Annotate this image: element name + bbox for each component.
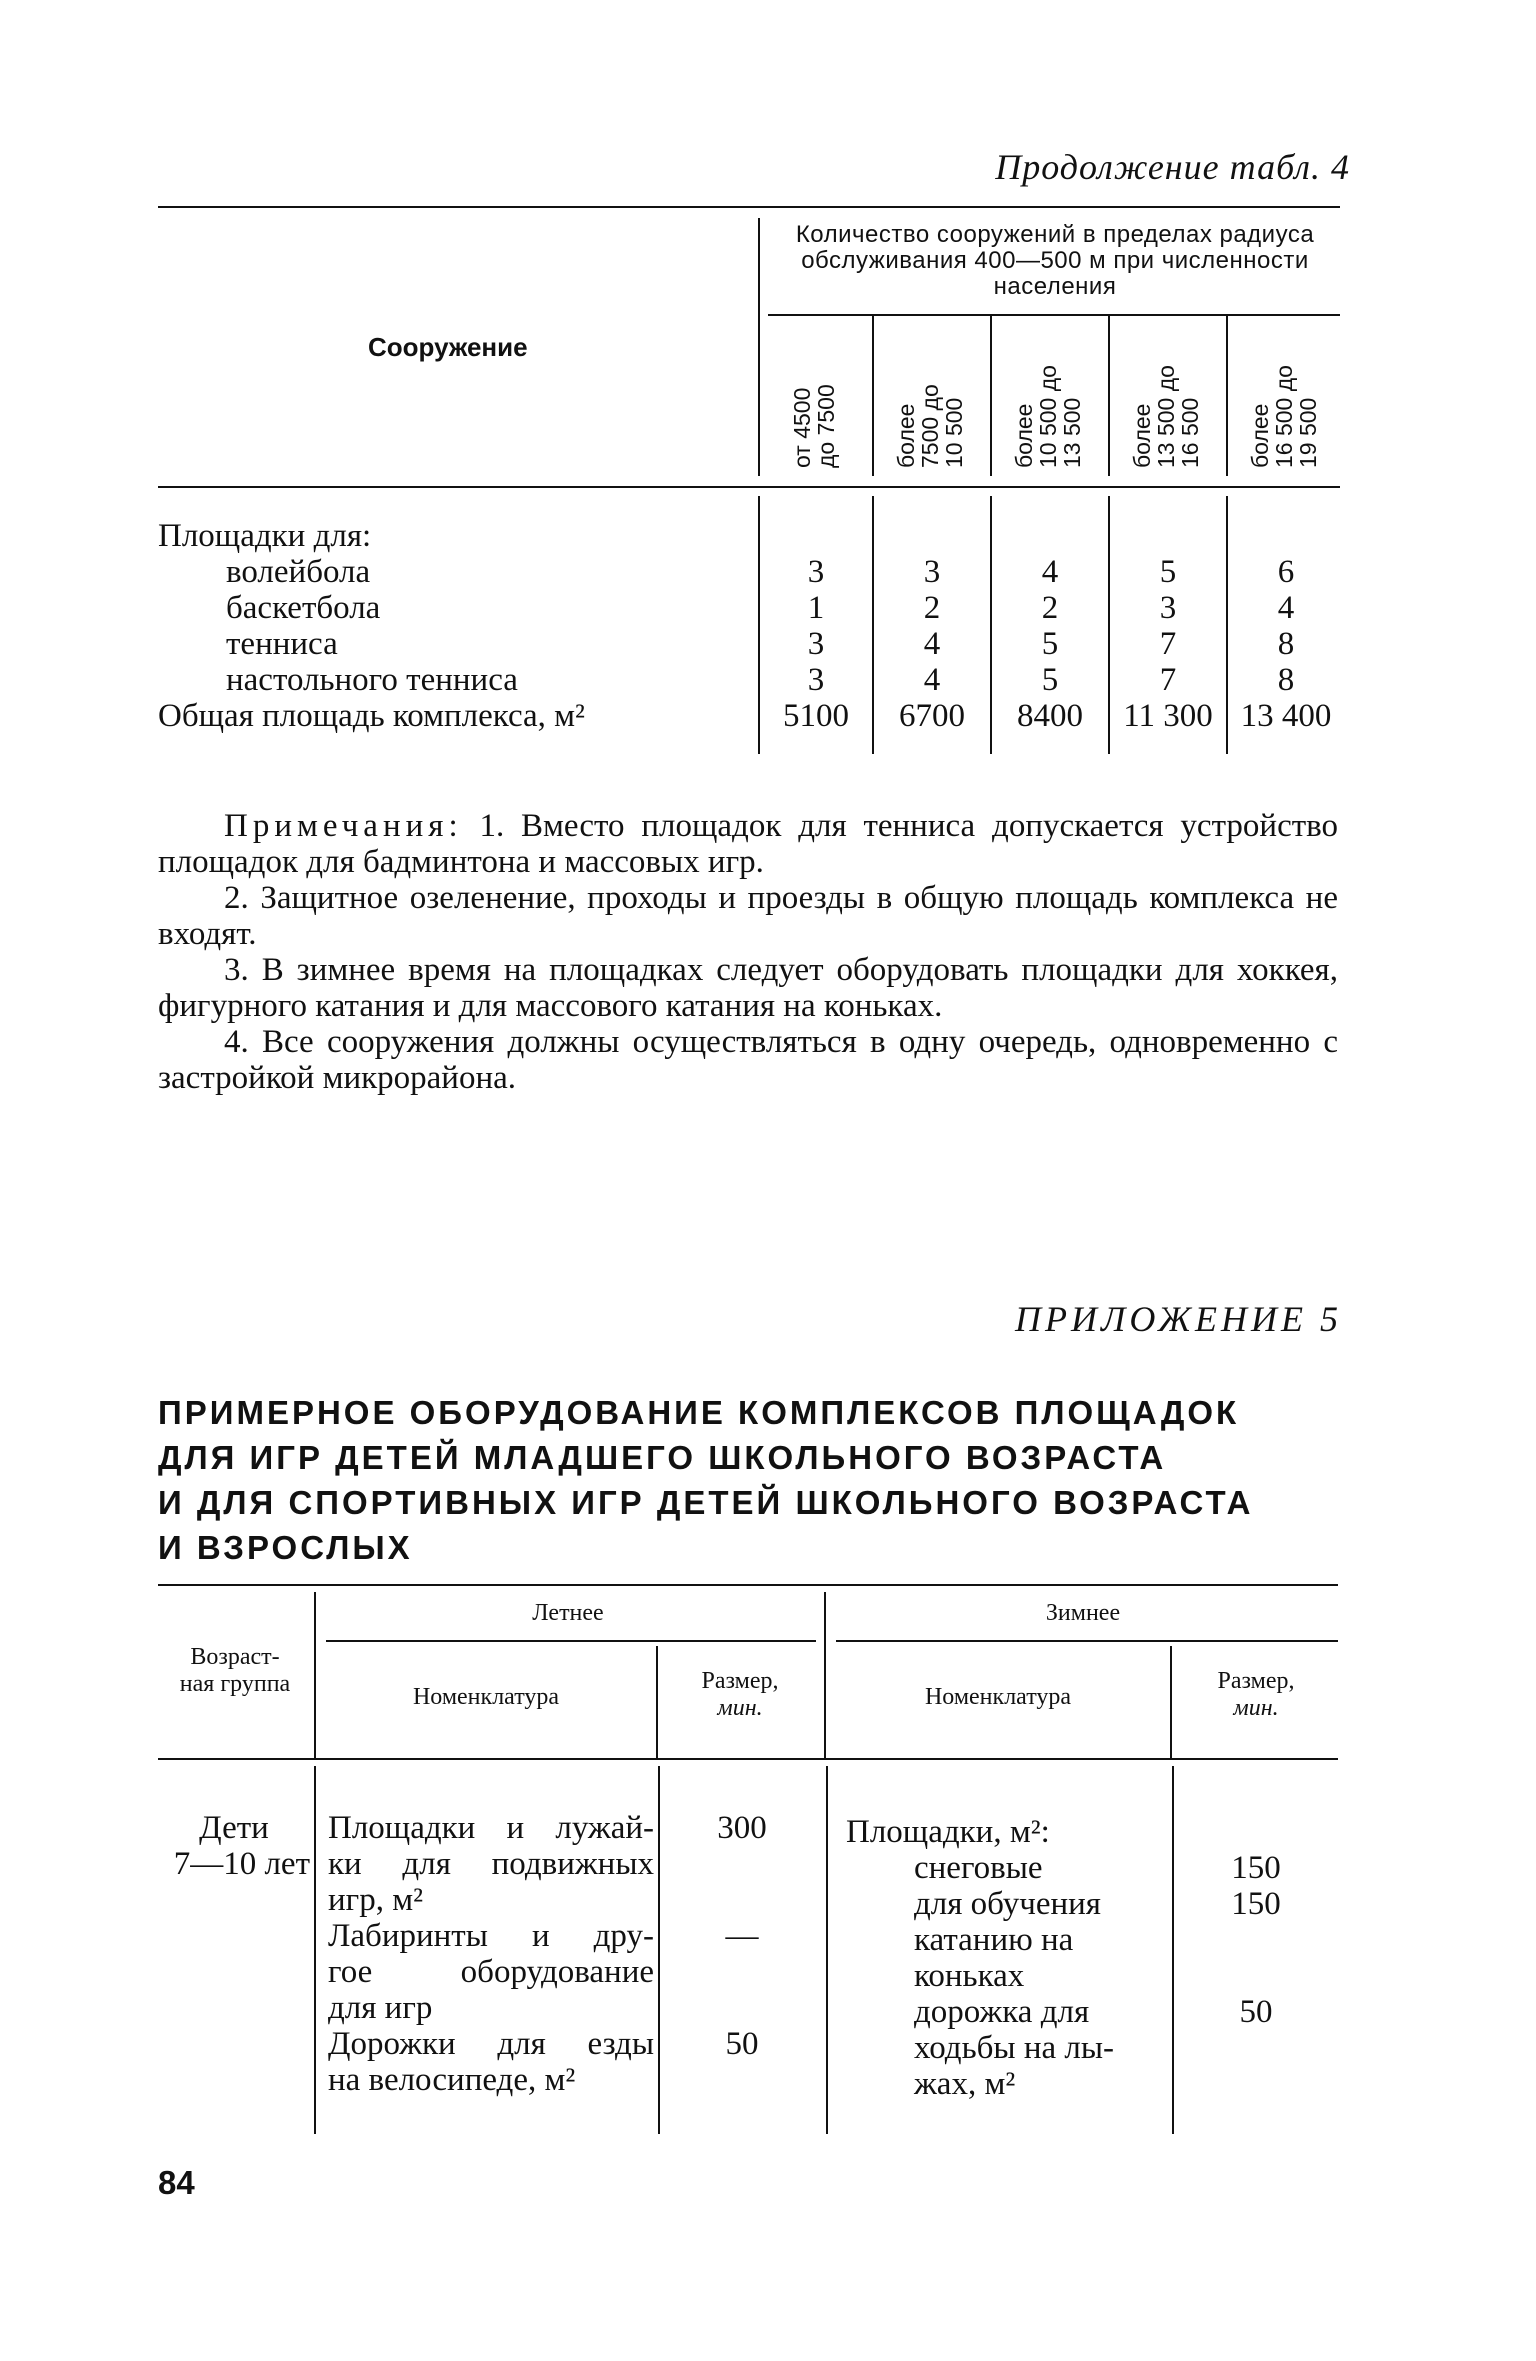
column-divider: [656, 1646, 658, 1758]
summer-size: 50: [725, 2026, 759, 2062]
cell-line: ки для подвижных: [328, 1846, 654, 1882]
table-4: [158, 206, 1340, 754]
header-line: от 4500: [789, 387, 815, 468]
note-3: 3. В зимнее время на площадках следует оборудовать площадки для хоккея, фигурного катания и для массового катания на коньках.: [158, 952, 1338, 1024]
table-cell: 8400: [1017, 698, 1083, 734]
cell-line: Площадки и лужай-: [328, 1810, 654, 1846]
column-divider: [314, 1766, 316, 2134]
winter-item: [914, 1886, 1168, 1994]
table-cell: 8: [1277, 626, 1295, 662]
table-cell: 1: [807, 590, 825, 626]
summer-nomenclature-header: Номенклатура: [412, 1684, 560, 1710]
table-cell: 13 400: [1240, 698, 1332, 734]
header-line: более: [1011, 403, 1037, 468]
population-column-header: [1012, 365, 1084, 468]
header-line: более: [893, 403, 919, 468]
winter-group-label: Площадки, м²:: [846, 1814, 1050, 1850]
row-label: Общая площадь комплекса, м²: [158, 698, 585, 734]
winter-size-header: [1174, 1668, 1338, 1722]
summer-item: [328, 1810, 654, 1918]
notes-label: Примечания:: [224, 808, 463, 844]
column-divider: [758, 218, 760, 476]
header-line: 19 500: [1295, 397, 1321, 468]
summer-item: [328, 2026, 654, 2098]
column-divider: [658, 1766, 660, 2134]
column-divider: [872, 314, 874, 476]
cell-line: коньках: [914, 1958, 1025, 1994]
table-cell: 5: [1041, 626, 1059, 662]
group-label: Площадки для:: [158, 518, 372, 554]
header-line: мин.: [1233, 1695, 1279, 1721]
table-cell: 7: [1159, 662, 1177, 698]
population-column-header: [894, 384, 966, 468]
population-column-header: [1130, 365, 1202, 468]
table-cell: 8: [1277, 662, 1295, 698]
title-line: ПРИМЕРНОЕ ОБОРУДОВАНИЕ КОМПЛЕКСОВ ПЛОЩАДОК: [158, 1394, 1240, 1431]
summer-size: 300: [717, 1810, 767, 1846]
population-column-header: [790, 384, 838, 468]
title-line: И ДЛЯ СПОРТИВНЫХ ИГР ДЕТЕЙ ШКОЛЬНОГО ВОЗРАСТА: [158, 1484, 1254, 1521]
age-group-header: [158, 1644, 312, 1698]
header-line: 16 500 до: [1271, 365, 1297, 468]
cell-line: 7—10 лет: [173, 1846, 310, 1882]
table-cell: 5100: [783, 698, 849, 734]
row-label: волейбола: [226, 554, 371, 590]
cell-line: игр, м²: [328, 1882, 423, 1918]
winter-nomenclature-header: Номенклатура: [924, 1684, 1072, 1710]
cell-line: катанию на: [914, 1922, 1074, 1958]
winter-size: 50: [1239, 1994, 1273, 2030]
table-top-rule: [158, 1584, 1338, 1586]
row-label: баскетбола: [226, 590, 381, 626]
table-cell: 3: [807, 554, 825, 590]
note-4: 4. Все сооружения должны осуществляться в одну очередь, одновременно с застройкой микрорайона.: [158, 1024, 1338, 1096]
header-line: Размер,: [701, 1668, 779, 1694]
cell-line: жах, м²: [914, 2066, 1016, 2102]
note-1: [158, 808, 1338, 880]
header-line: 7500 до: [917, 384, 943, 468]
column-divider: [990, 496, 992, 754]
table-cell: 3: [807, 626, 825, 662]
header-line: Размер,: [1217, 1668, 1295, 1694]
cell-line: Дети: [199, 1810, 269, 1846]
table-cell: 5: [1159, 554, 1177, 590]
header-line: 10 500: [941, 397, 967, 468]
header-line: более: [1247, 403, 1273, 468]
header-line: мин.: [717, 1695, 763, 1721]
row-label: настольного тенниса: [226, 662, 518, 698]
header-line: 13 500: [1059, 397, 1085, 468]
table-cell: 6: [1277, 554, 1295, 590]
column-divider: [758, 496, 760, 754]
cell-line: дорожка для: [914, 1994, 1090, 2030]
column-divider: [872, 496, 874, 754]
column-divider: [990, 314, 992, 476]
header-line: ная группа: [179, 1671, 291, 1697]
column-divider: [1172, 1766, 1174, 2134]
table-cell: 3: [1159, 590, 1177, 626]
header-line: 10 500 до: [1035, 365, 1061, 468]
table-top-rule: [158, 206, 1340, 208]
header-bottom-rule: [158, 486, 1340, 488]
winter-size: 150: [1231, 1850, 1281, 1886]
table-cell: 4: [1277, 590, 1295, 626]
table-cell: 2: [923, 590, 941, 626]
age-group-cell: [158, 1810, 310, 1882]
row-label: тенниса: [226, 626, 338, 662]
cell-line: на велосипеде, м²: [328, 2062, 576, 2098]
header-sub-rule: [768, 314, 1340, 316]
header-line: 16 500: [1177, 397, 1203, 468]
table-cell: 11 300: [1123, 698, 1213, 734]
summer-size-header: [660, 1668, 820, 1722]
header-line: до 7500: [813, 384, 839, 468]
table-continuation-title: Продолжение табл. 4: [995, 147, 1350, 187]
table-cell: 4: [923, 626, 941, 662]
table-cell: 6700: [899, 698, 965, 734]
header-line: более: [1129, 403, 1155, 468]
column-divider: [1170, 1646, 1172, 1758]
table-cell: 3: [923, 554, 941, 590]
header-sub-rule: [326, 1640, 816, 1642]
table-cell: 2: [1041, 590, 1059, 626]
cell-line: для обучения: [914, 1886, 1101, 1922]
header-bottom-rule: [158, 1758, 1338, 1760]
table-5: [158, 1584, 1338, 2144]
table-cell: 4: [923, 662, 941, 698]
header-line: 13 500 до: [1153, 365, 1179, 468]
column-divider: [826, 1766, 828, 2134]
winter-item: [914, 1994, 1168, 2102]
title-line: ДЛЯ ИГР ДЕТЕЙ МЛАДШЕГО ШКОЛЬНОГО ВОЗРАСТА: [158, 1439, 1167, 1476]
summer-size: —: [725, 1918, 759, 1954]
header-sub-rule: [836, 1640, 1338, 1642]
column-divider: [1108, 314, 1110, 476]
page-number: 84: [158, 2164, 195, 2201]
cell-line: Лабиринты и дру-: [328, 1918, 654, 1954]
first-column-header: Сооружение: [368, 332, 528, 362]
column-divider: [824, 1592, 826, 1758]
column-divider: [1108, 496, 1110, 754]
title-line: И ВЗРОСЛЫХ: [158, 1529, 413, 1566]
summer-header: Летнее: [532, 1600, 604, 1626]
table-cell: 3: [807, 662, 825, 698]
appendix-label: ПРИЛОЖЕНИЕ 5: [1015, 1299, 1342, 1339]
cell-line: ходьбы на лы-: [914, 2030, 1115, 2066]
column-divider: [1226, 314, 1228, 476]
note-2: 2. Защитное озеленение, проходы и проезды в общую площадь комплекса не входят.: [158, 880, 1338, 952]
table-cell: 7: [1159, 626, 1177, 662]
summer-item: [328, 1918, 654, 2026]
population-column-header: [1248, 365, 1320, 468]
table-cell: 4: [1041, 554, 1059, 590]
appendix-title: [158, 1390, 1338, 1570]
cell-line: для игр: [328, 1990, 433, 2026]
winter-size: 150: [1231, 1886, 1281, 1922]
cell-line: Дорожки для езды: [328, 2026, 654, 2062]
cell-line: гое оборудование: [328, 1954, 654, 1990]
winter-item: снеговые: [914, 1850, 1043, 1886]
column-divider: [314, 1592, 316, 1758]
column-group-header: Количество сооружений в пределах радиуса обслуживания 400—500 м при численности населения: [795, 221, 1315, 300]
winter-header: Зимнее: [1045, 1600, 1121, 1626]
note-text: 1. Вместо площадок для тенниса допускается устройство площадок для бадминтона и массовых игр.: [158, 808, 1338, 880]
header-line: Возраст-: [190, 1644, 280, 1670]
table-cell: 5: [1041, 662, 1059, 698]
column-divider: [1226, 496, 1228, 754]
